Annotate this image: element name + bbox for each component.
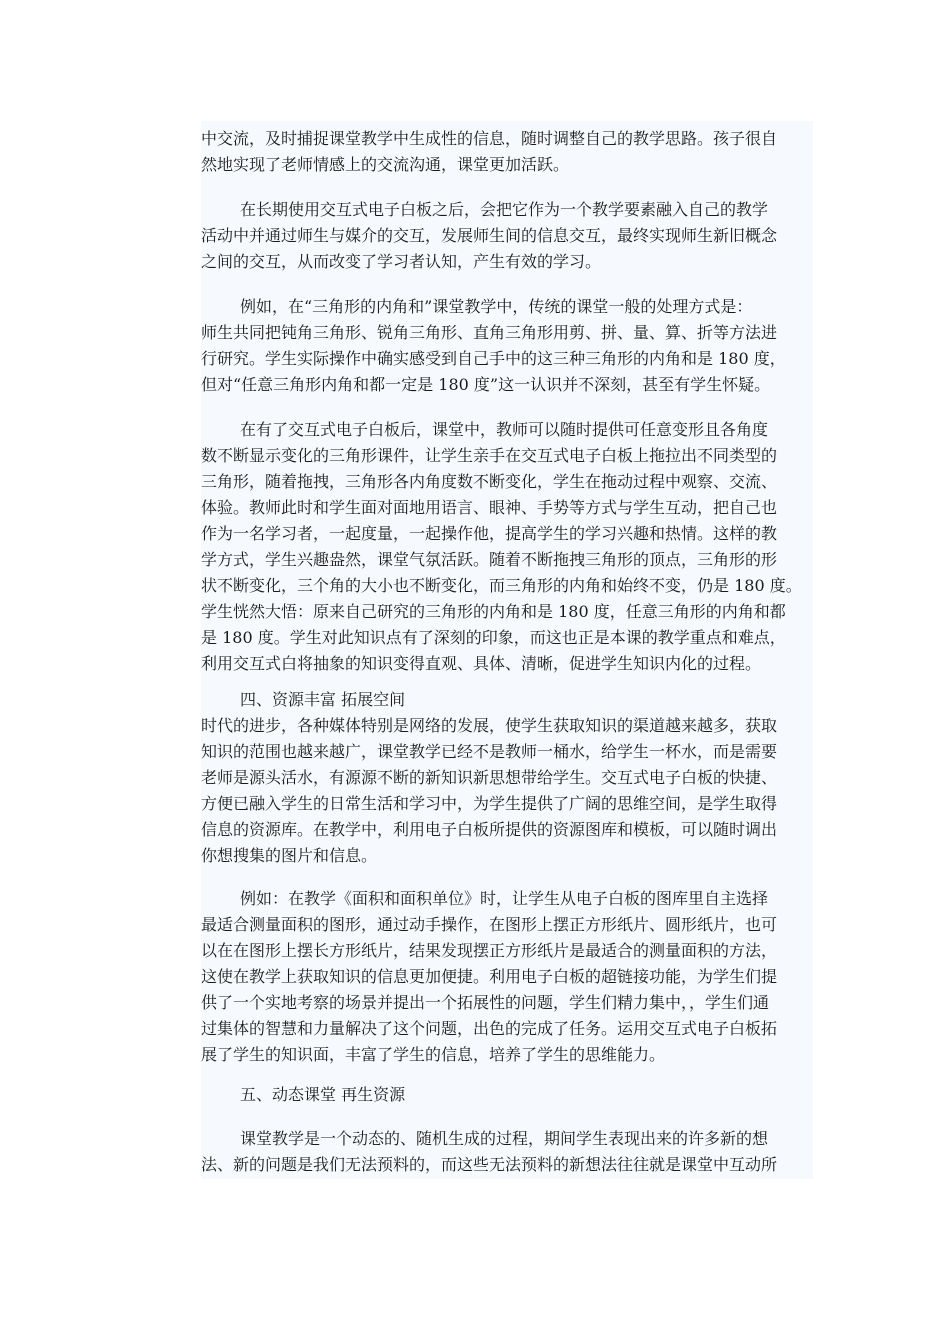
- text-line: 供了一个实地考察的场景并提出一个拓展性的问题，学生们精力集中，，学生们通: [201, 993, 770, 1012]
- text-line: 信息的资源库。在教学中，利用电子白板所提供的资源图库和模板，可以随时调出: [201, 820, 778, 839]
- text-line: 时代的进步，各种媒体特别是网络的发展，使学生获取知识的渠道越来越多，获取: [201, 716, 778, 735]
- text-line: 以在在图形上摆长方形纸片，结果发现摆正方形纸片是最适合的测量面积的方法，: [201, 941, 778, 960]
- text-line: 数不断显示变化的三角形课件，让学生亲手在交互式电子白板上拖拉出不同类型的: [201, 446, 778, 465]
- text-line: 例如，在“三角形的内角和”课堂教学中，传统的课堂一般的处理方式是：: [240, 297, 753, 316]
- text-line: 然地实现了老师情感上的交流沟通，课堂更加活跃。: [201, 155, 570, 174]
- text-line: 体验。教师此时和学生面对面地用语言、眼神、手势等方式与学生互动，把自己也: [201, 498, 778, 517]
- text-line: 行研究。学生实际操作中确实感受到自己手中的这三种三角形的内角和是 180 度，: [201, 349, 786, 368]
- text-line: 知识的范围也越来越广，课堂教学已经不是教师一桶水，给学生一杯水，而是需要: [201, 742, 778, 761]
- text-line: 是 180 度。学生对此知识点有了深刻的印象，而这也正是本课的教学重点和难点，: [201, 628, 786, 647]
- document-body: [201, 121, 813, 1179]
- text-line: 在长期使用交互式电子白板之后，会把它作为一个教学要素融入自己的教学: [240, 200, 769, 219]
- text-line: 但对“任意三角形内角和都一定是 180 度”这一认识并不深刻，甚至有学生怀疑。: [201, 375, 771, 394]
- text-line: 三角形，随着拖拽，三角形各内角度数不断变化，学生在拖动过程中观察、交流、: [201, 472, 778, 491]
- section-heading: 五、动态课堂 再生资源: [240, 1085, 406, 1104]
- text-line: 课堂教学是一个动态的、随机生成的过程，期间学生表现出来的许多新的想: [240, 1129, 769, 1148]
- text-line: 中交流，及时捕捉课堂教学中生成性的信息，随时调整自己的教学思路。孩子很自: [201, 129, 778, 148]
- text-line: 老师是源头活水，有源源不断的新知识新思想带给学生。交互式电子白板的快捷、: [201, 768, 778, 787]
- text-line: 活动中并通过师生与媒介的交互，发展师生间的信息交互，最终实现师生新旧概念: [201, 226, 778, 245]
- text-line: 作为一名学习者，一起度量，一起操作他，提高学生的学习兴趣和热情。这样的教: [201, 524, 778, 543]
- text-line: 学生恍然大悟：原来自己研究的三角形的内角和是 180 度，任意三角形的内角和都: [201, 602, 786, 621]
- section-heading: 四、资源丰富 拓展空间: [240, 690, 406, 709]
- text-line: 展了学生的知识面，丰富了学生的信息，培养了学生的思维能力。: [201, 1045, 666, 1064]
- text-line: 最适合测量面积的图形，通过动手操作，在图形上摆正方形纸片、圆形纸片，也可: [201, 915, 778, 934]
- text-line: 这使在教学上获取知识的信息更加便捷。利用电子白板的超链接功能，为学生们提: [201, 967, 778, 986]
- text-line: 状不断变化，三个角的大小也不断变化，而三角形的内角和始终不变，仍是 180 度。: [201, 576, 802, 595]
- text-line: 方便已融入学生的日常生活和学习中，为学生提供了广阔的思维空间，是学生取得: [201, 794, 778, 813]
- text-line: 学方式，学生兴趣盎然，课堂气氛活跃。随着不断拖拽三角形的顶点，三角形的形: [201, 550, 778, 569]
- text-line: 师生共同把钝角三角形、锐角三角形、直角三角形用剪、拼、量、算、折等方法进: [201, 323, 778, 342]
- text-line: 过集体的智慧和力量解决了这个问题，出色的完成了任务。运用交互式电子白板拓: [201, 1019, 778, 1038]
- text-line: 法、新的问题是我们无法预料的，而这些无法预料的新想法往往就是课堂中互动所: [201, 1155, 778, 1174]
- text-line: 之间的交互，从而改变了学习者认知，产生有效的学习。: [201, 252, 602, 271]
- text-line: 在有了交互式电子白板后，课堂中，教师可以随时提供可任意变形且各角度: [240, 420, 769, 439]
- text-line: 例如：在教学《面积和面积单位》时，让学生从电子白板的图库里自主选择: [240, 889, 769, 908]
- text-line: 你想搜集的图片和信息。: [201, 846, 378, 865]
- text-line: 利用交互式白将抽象的知识变得直观、具体、清晰，促进学生知识内化的过程。: [201, 654, 762, 673]
